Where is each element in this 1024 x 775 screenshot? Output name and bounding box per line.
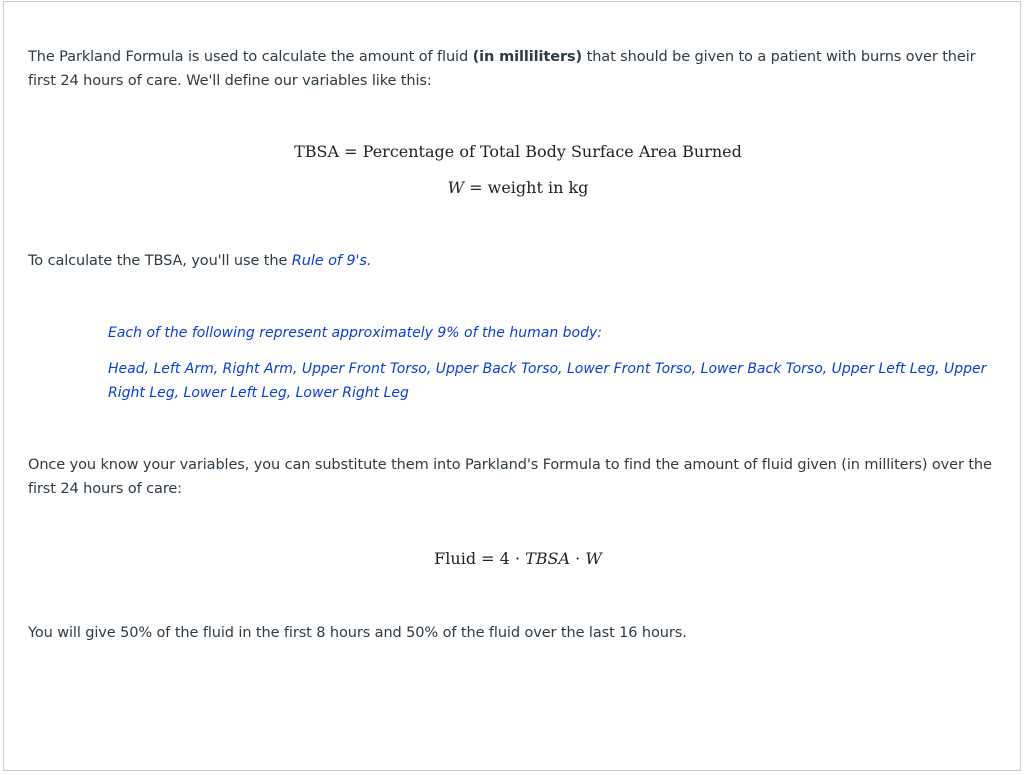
tbsa-definition <box>28 142 1008 161</box>
tbsa-meaning: Percentage of Total Body Surface Area Burned <box>362 142 742 161</box>
rule-of-nines-parts: Head, Left Arm, Right Arm, Upper Front Torso, Upper Back Torso, Lower Front Torso, Lower Back Torso, Upper Left Leg, Upper Right Leg, Lower Left Leg, Lower Right Leg <box>108 361 987 401</box>
intro-paragraph <box>28 45 996 93</box>
formula-fluid: Fluid <box>434 549 477 568</box>
formula-tbsa: TBSA <box>525 549 571 568</box>
formula-weight: W <box>585 549 602 568</box>
rule-of-nines-heading: Each of the following represent approximately 9% of the human body: <box>108 325 602 341</box>
formula-equals: = <box>481 549 495 568</box>
weight-definition <box>28 178 1008 197</box>
intro-text-start: The Parkland Formula is used to calculate the amount of fluid <box>28 49 473 65</box>
schedule-paragraph: You will give 50% of the fluid in the first 8 hours and 50% of the fluid over the last 16 hours. <box>28 625 687 641</box>
substitute-paragraph: Once you know your variables, you can substitute them into Parkland's Formula to find the amount of fluid given (in milliters) over the first 24 hours of care: <box>28 457 992 497</box>
tbsa-symbol: TBSA <box>294 142 340 161</box>
tbsa-note-paragraph <box>28 249 996 273</box>
formula-coefficient: 4 <box>499 549 510 568</box>
weight-equals: = <box>469 178 483 197</box>
weight-symbol: W <box>447 178 465 197</box>
formula-dot-2: · <box>575 549 581 568</box>
tbsa-note-text: To calculate the TBSA, you'll use the <box>28 253 292 269</box>
parkland-formula <box>28 549 1008 568</box>
content-frame <box>3 1 1021 771</box>
formula-dot-1: · <box>514 549 521 568</box>
tbsa-equals: = <box>344 142 358 161</box>
rule-of-nines-link[interactable]: Rule of 9's <box>291 253 367 269</box>
intro-text-end: that should be given to a patient with burns over their first 24 hours of care. We'll define our variables like this: <box>28 49 976 89</box>
weight-meaning: weight in kg <box>487 178 589 197</box>
intro-units-bold: (in milliliters) <box>472 49 583 65</box>
tbsa-note-period: . <box>366 253 372 269</box>
